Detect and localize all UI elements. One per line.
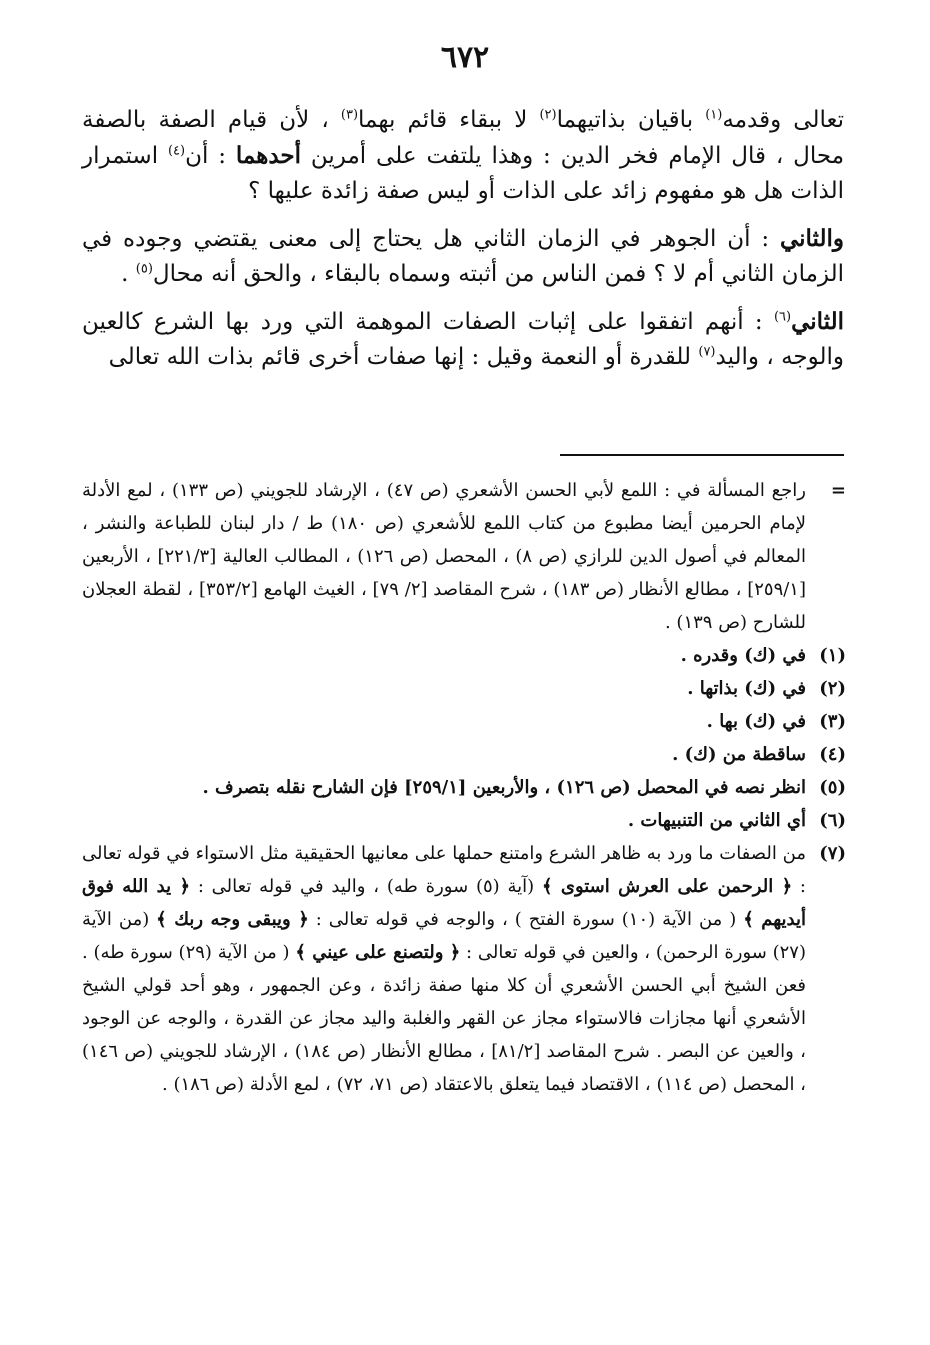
paragraph-1 bbox=[82, 103, 844, 209]
quran-verse: ﴿ يد الله فوق أيديهم ﴾ bbox=[82, 876, 806, 930]
footnote-separator bbox=[560, 454, 844, 456]
footnote-number: (٤) bbox=[819, 744, 846, 765]
footnote-text: أي الثاني من التنبيهات . bbox=[627, 810, 806, 831]
footnote-3 bbox=[82, 705, 846, 738]
text-run: باقيان بذاتيهما bbox=[556, 107, 706, 133]
footnote-text bbox=[82, 843, 806, 1095]
footnote-continuation-mark: = bbox=[830, 480, 846, 501]
footnote-text: انظر نصه في المحصل (ص ١٢٦) ، والأربعين [٢٥٩/١] فإن الشارح نقله بتصرف . bbox=[202, 777, 806, 798]
footnote-number: (٦) bbox=[819, 810, 846, 831]
footnote-ref-1: (١) bbox=[705, 107, 723, 123]
footnote-2 bbox=[82, 672, 846, 705]
footnote-ref-3: (٣) bbox=[340, 107, 359, 123]
footnote-ref-7: (٧) bbox=[698, 344, 716, 360]
text-run: : أنهم اتفقوا على إثبات الصفات الموهمة التي ورد بها الشرع كالعين والوجه ، واليد bbox=[82, 309, 844, 370]
footnote-4 bbox=[82, 738, 846, 771]
footnote-1 bbox=[82, 639, 846, 672]
footnote-number: (٣) bbox=[819, 711, 846, 732]
text-run: من الصفات ما ورد به ظاهر الشرع وامتنع حملها على معانيها الحقيقية مثل الاستواء في قوله تعالى : bbox=[82, 843, 806, 897]
footnote-number: (٥) bbox=[819, 777, 846, 798]
footnote-text: في (ك) بذاتها . bbox=[687, 678, 806, 699]
footnote-ref-4: (٤) bbox=[167, 143, 186, 159]
text-run: . bbox=[121, 261, 136, 287]
main-text bbox=[82, 103, 844, 387]
text-run: لا ببقاء قائم بهما bbox=[358, 107, 540, 133]
footnote-text: ساقطة من (ك) . bbox=[672, 744, 806, 765]
footnote-ref-2: (٢) bbox=[539, 107, 557, 123]
paragraph-2 bbox=[82, 221, 844, 292]
text-run: (آية (٥) سورة طه) ، واليد في قوله تعالى : bbox=[190, 876, 542, 897]
quran-verse: ﴿ ولتصنع على عيني ﴾ bbox=[295, 942, 461, 963]
footnote-ref-5: (٥) bbox=[135, 261, 153, 277]
bold-term: الثاني bbox=[791, 308, 844, 335]
footnote-ref-6: (٦) bbox=[773, 309, 792, 325]
footnote-text: في (ك) بها . bbox=[706, 711, 806, 732]
quran-verse: ﴿ ويبقى وجه ربك ﴾ bbox=[156, 909, 309, 930]
bold-term: أحدهما bbox=[235, 142, 302, 169]
footnote-6 bbox=[82, 804, 846, 837]
footnote-number: (٧) bbox=[819, 843, 846, 864]
footnote-7 bbox=[82, 837, 846, 1101]
text-run: (من الآية (٢٧) سورة الرحمن) ، والعين في قوله تعالى : bbox=[82, 909, 806, 963]
bold-term: والثاني bbox=[779, 225, 844, 252]
text-run: للقدرة أو النعمة وقيل : إنها صفات أخرى قائم بذات الله تعالى bbox=[108, 344, 699, 370]
text-run: تعالى وقدمه bbox=[722, 107, 844, 133]
footnote-number: (٢) bbox=[819, 678, 846, 699]
text-run: ، لأن قيام الصفة بالصفة محال ، قال الإمام فخر الدين : وهذا يلتفت على أمرين bbox=[82, 107, 845, 169]
quran-verse: ﴿ الرحمن على العرش استوى ﴾ bbox=[541, 876, 793, 897]
text-run: ( من الآية (٢٩) سورة طه) . فعن الشيخ أبي الحسن الأشعري أن كلا منها صفة زائدة ، وعن الجمهور ، وهو أحد قولي الشيخ الأشعري أنها مجازات فالاستواء مجاز عن القهر والغلبة واليد مجاز عن القدرة ، والوجه عن الوجود ، والعين عن البصر . شرح المقاصد [٨١/٢] ، مطالع الأنظار (ص ١٨٤) ، الإرشاد للجويني (ص ١٤٦) ، المحصل (ص ١١٤) ، الاقتصاد فيما يتعلق بالاعتقاد (ص ٧١، ٧٢) ، لمع الأدلة (ص ١٨٦) . bbox=[82, 942, 806, 1095]
page-number: ٦٧٢ bbox=[440, 40, 490, 75]
footnote-continued bbox=[82, 474, 846, 639]
footnote-number: (١) bbox=[819, 645, 846, 666]
footnote-text: في (ك) وقدره . bbox=[680, 645, 806, 666]
paragraph-3 bbox=[82, 304, 844, 375]
text-run: : أن الجوهر في الزمان الثاني هل يحتاج إلى معنى يقتضي وجوده في الزمان الثاني أم لا ؟ فمن الناس من أثبته وسماه بالبقاء ، والحق أنه محال bbox=[82, 226, 844, 287]
footnote-5 bbox=[82, 771, 846, 804]
footnotes bbox=[82, 474, 846, 1101]
text-run: استمرار الذات هل هو مفهوم زائد على الذات أو ليس صفة زائدة عليها ؟ bbox=[82, 143, 844, 204]
text-run: ( من الآية (١٠) سورة الفتح ) ، والوجه في قوله تعالى : bbox=[308, 909, 744, 930]
text-run: : أن bbox=[185, 143, 236, 169]
footnote-text: راجع المسألة في : اللمع لأبي الحسن الأشعري (ص ٤٧) ، الإرشاد للجويني (ص ١٣٣) ، لمع الأدلة لإمام الحرمين أيضا مطبوع من كتاب اللمع للأشعري (ص ١٨٠) ط / دار لبنان للطباعة والنشر ، المعالم في أصول الدين للرازي (ص ٨) ، المحصل (ص ١٢٦) ، المطالب العالية [٢٢١/٣] ، الأربعين [٢٥٩/١] ، مطالع الأنظار (ص ١٨٣) ، شرح المقاصد [٢/ ٧٩] ، الغيث الهامع [٣٥٣/٢] ، لقطة العجلان للشارح (ص ١٣٩) . bbox=[82, 480, 807, 633]
